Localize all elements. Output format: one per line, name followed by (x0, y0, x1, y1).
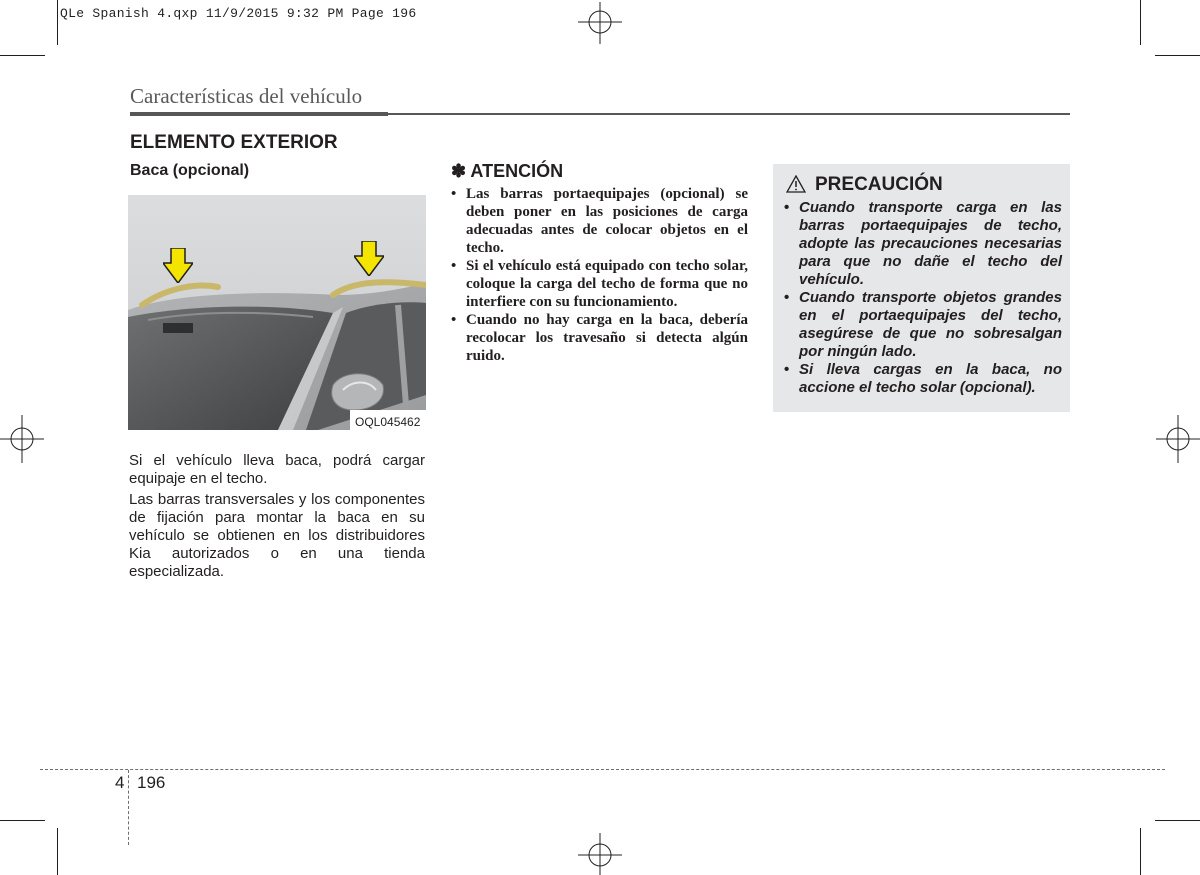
header-rule-thick (130, 112, 388, 116)
print-slug: QLe Spanish 4.qxp 11/9/2015 9:32 PM Page 196 (60, 6, 417, 21)
attention-title: ✽ ATENCIÓN (451, 161, 564, 181)
registration-target-right (1156, 415, 1200, 463)
section-heading: ELEMENTO EXTERIOR (130, 132, 338, 153)
figure-code: OQL045462 (355, 415, 421, 429)
warning-triangle-icon (786, 175, 806, 193)
registration-target-bottom (578, 833, 622, 875)
registration-target-top (578, 2, 622, 44)
section-title: Características del vehículo (130, 84, 363, 108)
roof-rack-photo (128, 195, 426, 430)
body-paragraph: Las barras transversales y los componentes de fijación para montar la baca en su vehículo se obtienen en los distribuidores Kia autorizados o en una tienda especializada. (129, 491, 425, 580)
body-paragraph: Si el vehículo lleva baca, podrá cargar equipaje en el techo. (129, 452, 425, 487)
chapter-number: 4 (115, 773, 125, 792)
list-item: • Si el vehículo está equipado con techo solar, coloque la carga del techo de forma que no interfiere con su funcionamiento. (451, 257, 748, 311)
subsection-heading: Baca (opcional) (130, 162, 250, 179)
list-item: • Si lleva cargas en la baca, no accione el techo solar (opcional). (784, 361, 1062, 397)
list-item: • Cuando transporte carga en las barras portaequipajes de techo, adopte las precauciones necesarias para que no dañe el techo del vehículo. (784, 199, 1062, 289)
registration-target-left (0, 415, 44, 463)
header-rule-thin (388, 113, 1070, 115)
footer-vertical-divider (128, 770, 129, 845)
list-item: • Cuando no hay carga en la baca, debería recolocar los travesaño si detecta algún ruido. (451, 311, 748, 365)
attention-list (451, 185, 748, 365)
caution-title: PRECAUCIÓN (815, 174, 943, 195)
arrow-down-icon (163, 248, 193, 283)
page-number: 196 (137, 773, 166, 792)
caution-list (784, 199, 1062, 397)
footer-divider (40, 769, 1165, 770)
list-item: • Las barras portaequipajes (opcional) se deben poner en las posiciones de carga adecuadas antes de colocar objetos en el techo. (451, 185, 748, 257)
arrow-down-icon (354, 241, 384, 276)
list-item: • Cuando transporte objetos grandes en el portaequipajes del techo, asegúrese de que no sobresalgan por ningún lado. (784, 289, 1062, 361)
